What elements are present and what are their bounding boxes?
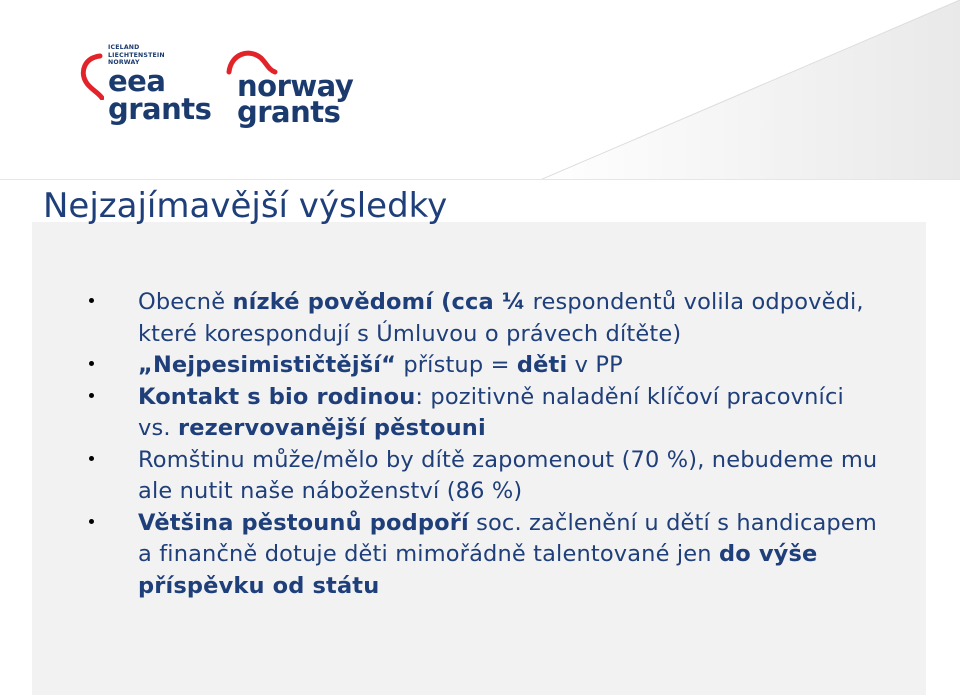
decorative-corner-wedge — [540, 0, 960, 180]
bullet-text-bold: Většina pěstounů podpoří — [138, 509, 469, 536]
bullet-text: soc. začlenění u dětí s handicapem a finančně dotuje děti mimořádně talentované jen — [138, 509, 877, 567]
norway-grants-wordmark: grants — [237, 95, 341, 129]
bullet-dot-icon — [89, 298, 94, 303]
bullet-text: v PP — [567, 352, 623, 378]
eea-grants-wordmark: grants — [108, 92, 212, 126]
bullet-item-awareness — [80, 287, 880, 350]
eea-grants-logo — [78, 40, 212, 130]
eea-wordmark: eea — [108, 64, 166, 98]
bullet-dot-icon — [89, 519, 94, 524]
bullet-list — [80, 287, 880, 602]
bullet-dot-icon — [89, 456, 94, 461]
bullet-text-bold: Kontakt s bio rodinou — [138, 383, 416, 410]
eea-countries: ICELAND LIECHTENSTEIN NORWAY — [108, 44, 165, 66]
bullet-text: přístup = — [396, 352, 517, 378]
bullet-item-contact — [80, 382, 880, 445]
bullet-text: Obecně — [138, 289, 233, 315]
bullet-text-bold: děti — [516, 352, 568, 378]
norway-grants-logo — [223, 40, 353, 130]
bullet-text: respondentů volila odpovědi, které korespondují s Úmluvou o právech dítěte) — [138, 289, 864, 347]
bullet-text-bold: do výše příspěvku od státu — [138, 541, 818, 599]
header-band — [0, 0, 960, 180]
bullet-dot-icon — [89, 361, 94, 366]
bullet-text: Romštinu může/mělo by dítě zapomenout (70 %), nebudeme mu ale nutit naše náboženství (86 %) — [138, 446, 878, 504]
bullet-text-bold: nízké povědomí (cca ¼ — [232, 289, 526, 315]
norway-wordmark: norway — [237, 69, 354, 103]
eea-swirl-icon — [78, 52, 104, 100]
bullet-item-romani — [80, 445, 880, 508]
bullet-text-bold: rezervovanější pěstouni — [177, 415, 486, 441]
bullet-text: : pozitivně naladění klíčoví pracovníci vs. — [138, 383, 844, 441]
bullet-dot-icon — [89, 393, 94, 398]
bullet-text-bold: „Nejpesimističtější“ — [138, 352, 397, 378]
bullet-item-pessimistic — [80, 350, 880, 382]
bullet-item-support — [80, 508, 880, 603]
slide-title: Nejzajímavější výsledky — [43, 186, 448, 226]
